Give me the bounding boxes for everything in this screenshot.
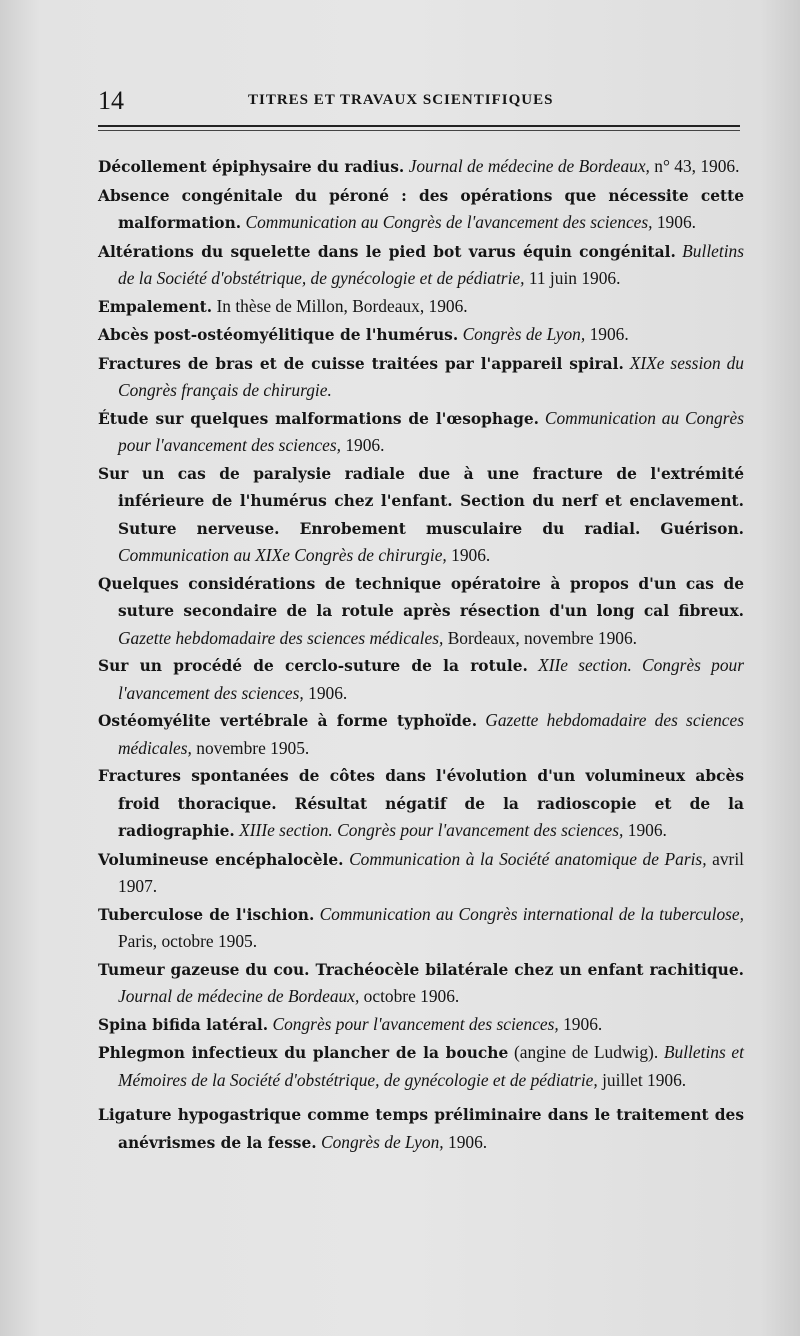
entry-details: 1906.	[563, 1013, 603, 1034]
entry-source: XIIIe section. Congrès pour l'avancement des sciences,	[239, 820, 624, 840]
entry-source: Journal de médecine de Bordeaux,	[118, 986, 360, 1006]
entry-title: Fractures spontanées de côtes dans l'évolution d'un volumineux abcès froid thoracique. Résultat négatif de la radioscopie et de la radiographie.	[98, 767, 744, 840]
running-title: TITRES ET TRAVAUX SCIENTIFIQUES	[248, 92, 554, 108]
entry-details: n° 43, 1906.	[654, 156, 740, 176]
entry-title: Étude sur quelques malformations de l'œsophage.	[98, 409, 539, 428]
entry-title: Empalement.	[98, 297, 213, 316]
entry-details: 1906.	[448, 1131, 488, 1152]
entry-source: Gazette hebdomadaire des sciences médicales,	[118, 710, 744, 758]
bibliography-entry	[98, 153, 744, 181]
entry-source: XIIe section. Congrès pour l'avancement des sciences,	[118, 655, 744, 703]
entry-title: Tuberculose de l'ischion.	[98, 905, 315, 924]
entry-details: avril 1907.	[118, 848, 744, 896]
bibliography-entry	[98, 901, 744, 955]
bibliography-entry	[98, 1101, 744, 1156]
entry-title: Volumineuse encéphalocèle.	[98, 850, 344, 869]
entry-details: 1906.	[451, 545, 491, 565]
entry-source: Journal de médecine de Bordeaux,	[408, 156, 650, 176]
bibliography-list	[98, 153, 744, 1157]
entry-title: Quelques considérations de technique opératoire à propos d'un cas de suture secondaire de la rotule après résection d'un long cal fibreux.	[98, 574, 744, 620]
bibliography-entry	[98, 652, 744, 706]
entry-details: 1906.	[308, 682, 348, 703]
bibliography-entry	[98, 405, 744, 459]
page-header	[98, 86, 744, 116]
page-number: 14	[98, 86, 124, 115]
entry-source: XIXe session du Congrès français de chirurgie.	[118, 352, 744, 400]
bibliography-entry	[98, 182, 744, 237]
entry-title: Sur un cas de paralysie radiale due à une fracture de l'extrémité inférieure de l'humérus chez l'enfant. Section du nerf et enclavement. Suture nerveuse. Enrobement musculaire du radial. Guérison.	[98, 464, 744, 538]
entry-details: 1906.	[589, 324, 629, 344]
entry-source: Communication au Congrès de l'avancement des sciences,	[245, 212, 653, 232]
entry-details: Paris, octobre 1905.	[118, 931, 258, 951]
entry-note: (angine de Ludwig).	[513, 1042, 659, 1062]
bibliography-entry	[98, 846, 744, 900]
entry-source: Communication au XIXe Congrès de chirurgie,	[118, 545, 447, 565]
entry-title: Ostéomyélite vertébrale à forme typhoïde.	[98, 712, 478, 730]
entry-source: Bulletins et Mémoires de la Société d'obstétrique, de gynécologie et de pédiatrie,	[118, 1042, 744, 1090]
header-rule	[98, 125, 740, 127]
bibliography-entry	[98, 460, 744, 569]
bibliography-entry	[98, 293, 744, 321]
entry-details: octobre 1906.	[363, 986, 460, 1006]
entry-details: 1906.	[656, 212, 696, 232]
entry-details: In thèse de Millon, Bordeaux, 1906.	[216, 295, 468, 316]
entry-source: Bulletins de la Société d'obstétrique, de gynécologie et de pédiatrie,	[118, 240, 744, 288]
bibliography-entry	[98, 238, 744, 292]
bibliography-entry	[98, 1039, 744, 1093]
bibliography-entry	[98, 570, 744, 652]
bibliography-entry	[98, 707, 744, 761]
entry-details: 11 juin 1906.	[528, 268, 621, 288]
entry-title: Sur un procédé de cerclo-suture de la rotule.	[98, 657, 528, 675]
header-rule-thin	[98, 130, 740, 131]
entry-details: 1906.	[627, 820, 667, 840]
bibliography-entry	[98, 1011, 744, 1039]
entry-source: Congrès pour l'avancement des sciences,	[272, 1013, 559, 1034]
bibliography-entry	[98, 956, 744, 1010]
entry-title: Absence congénitale du péroné : des opérations que nécessite cette malformation.	[98, 186, 744, 232]
entry-title: Abcès post-ostéomyélitique de l'humérus.	[98, 326, 459, 344]
entry-details: Bordeaux, novembre 1906.	[447, 627, 638, 648]
entry-title: Ligature hypogastrique comme temps préliminaire dans le traitement des anévrismes de la fesse.	[98, 1106, 744, 1152]
entry-title: Décollement épiphysaire du radius.	[98, 158, 405, 176]
entry-details: juillet 1906.	[602, 1069, 687, 1090]
bibliography-entry	[98, 350, 744, 404]
entry-source: Gazette hebdomadaire des sciences médicales,	[118, 627, 444, 648]
bibliography-entry	[98, 762, 744, 845]
entry-title: Fractures de bras et de cuisse traitées par l'appareil spiral.	[98, 354, 624, 373]
entry-title: Tumeur gazeuse du cou. Trachéocèle bilatérale chez un enfant rachitique.	[98, 960, 744, 979]
entry-details: novembre 1905.	[196, 737, 310, 758]
entry-source: Communication au Congrès pour l'avancement des sciences,	[118, 407, 744, 455]
entry-title: Altérations du squelette dans le pied bot varus équin congénital.	[98, 242, 676, 261]
entry-source: Congrès de Lyon,	[462, 324, 586, 344]
entry-source: Congrès de Lyon,	[320, 1131, 444, 1152]
entry-source: Communication à la Société anatomique de Paris,	[349, 848, 707, 869]
entry-title: Spina bifida latéral.	[98, 1015, 269, 1034]
entry-title: Phlegmon infectieux du plancher de la bouche	[98, 1044, 509, 1062]
bibliography-entry	[98, 321, 744, 349]
entry-details: 1906.	[345, 435, 385, 455]
entry-source: Communication au Congrès international de la tuberculose,	[319, 903, 744, 924]
